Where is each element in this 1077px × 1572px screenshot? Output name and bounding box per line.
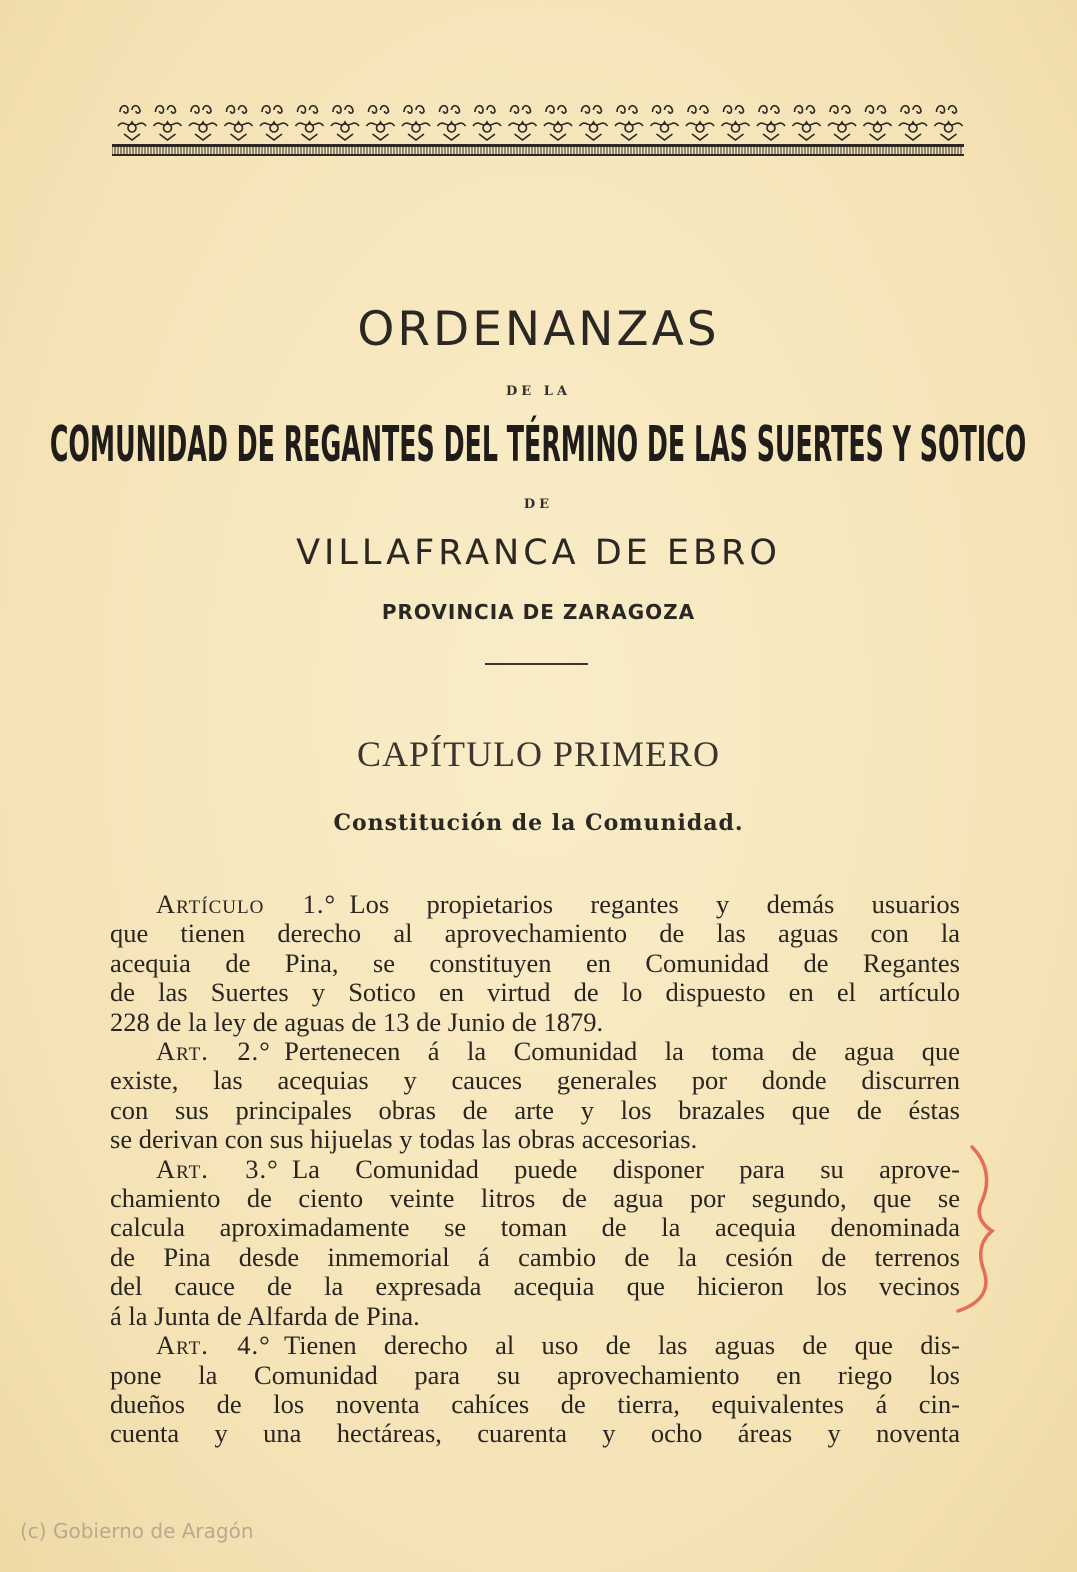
article-first-line bbox=[110, 1037, 960, 1066]
article-text: dueños de los noventa cahíces de tierra, equivalentes á cin- bbox=[110, 1388, 960, 1419]
province-name: PROVINCIA DE ZARAGOZA bbox=[381, 600, 696, 624]
article-number: Art. 3.° bbox=[156, 1153, 279, 1184]
article-line bbox=[110, 1419, 960, 1448]
article-text: Pertenecen á la Comunidad la toma de agua que bbox=[284, 1036, 960, 1067]
subtitle-de: DE bbox=[523, 497, 554, 512]
article-text: acequia de Pina, se constituyen en Comunidad de Regantes bbox=[110, 947, 960, 978]
article-text: calcula aproximadamente se toman de la acequia denominada bbox=[110, 1212, 960, 1243]
article-line bbox=[110, 1390, 960, 1419]
article-line bbox=[110, 1302, 960, 1331]
document-title: ORDENANZAS bbox=[357, 302, 720, 357]
article-text: Los propietarios regantes y demás usuarios bbox=[349, 889, 960, 919]
article-line bbox=[110, 1243, 960, 1272]
article-text: con sus principales obras de arte y los brazales que de éstas bbox=[110, 1094, 960, 1125]
chapter-title: CAPÍTULO PRIMERO bbox=[356, 734, 721, 774]
comunidad-heading-wrapper bbox=[0, 416, 1077, 476]
article-first-line bbox=[110, 1155, 960, 1184]
article-line bbox=[110, 949, 960, 978]
article-line bbox=[110, 1361, 960, 1390]
article-line bbox=[110, 1213, 960, 1242]
article-text: 228 de la ley de aguas de 13 de Junio de 1879. bbox=[110, 1006, 604, 1037]
article-line bbox=[110, 1008, 960, 1037]
article-first-line bbox=[110, 890, 960, 919]
article-number: Art. 2.° bbox=[156, 1036, 271, 1067]
copyright-watermark: (c) Gobierno de Aragón bbox=[20, 1519, 254, 1543]
article-text: á la Junta de Alfarda de Pina. bbox=[110, 1300, 420, 1331]
article-text: se derivan con sus hijuelas y todas las obras accesorias. bbox=[110, 1124, 698, 1155]
red-pencil-bracket-icon bbox=[952, 1143, 998, 1315]
town-name: VILLAFRANCA DE EBRO bbox=[296, 533, 781, 573]
decorative-border-ornament bbox=[112, 100, 964, 164]
article-text: cuenta y una hectáreas, cuarenta y ocho áreas y noventa bbox=[110, 1418, 960, 1449]
article-text: pone la Comunidad para su aprovechamiento en riego los bbox=[110, 1359, 960, 1390]
article-first-line bbox=[110, 1331, 960, 1360]
divider-rule bbox=[485, 663, 588, 665]
article-text: del cauce de la expresada acequia que hicieron los vecinos bbox=[110, 1271, 960, 1302]
article-line bbox=[110, 978, 960, 1007]
articles-body bbox=[110, 890, 960, 1449]
article-number: Artículo 1.° bbox=[156, 889, 337, 919]
article-text: Tienen derecho al uso de las aguas de que dis- bbox=[283, 1330, 960, 1361]
article-text: que tienen derecho al aprovechamiento de las aguas con la bbox=[110, 918, 960, 949]
article-line bbox=[110, 1272, 960, 1301]
article-line bbox=[110, 919, 960, 948]
article-text: de las Suertes y Sotico en virtud de lo dispuesto en el artículo bbox=[110, 977, 960, 1008]
article-number: Art. 4.° bbox=[156, 1330, 271, 1361]
article-line bbox=[110, 1184, 960, 1213]
article-text: de Pina desde inmemorial á cambio de la cesión de terrenos bbox=[110, 1241, 960, 1272]
section-title: Constitución de la Comunidad. bbox=[333, 810, 744, 836]
comunidad-heading: COMUNIDAD DE REGANTES DEL TÉRMINO DE LAS SUERTES Y SOTICO bbox=[50, 416, 1027, 474]
article-text: La Comunidad puede disponer para su aprove- bbox=[291, 1153, 961, 1184]
article-text: chamiento de ciento veinte litros de agua por segundo, que se bbox=[110, 1183, 960, 1214]
article-line bbox=[110, 1066, 960, 1095]
article-text: existe, las acequias y cauces generales por donde discurren bbox=[110, 1065, 960, 1096]
subtitle-de-la: DE LA bbox=[506, 384, 571, 399]
article-line bbox=[110, 1096, 960, 1125]
article-line bbox=[110, 1125, 960, 1154]
